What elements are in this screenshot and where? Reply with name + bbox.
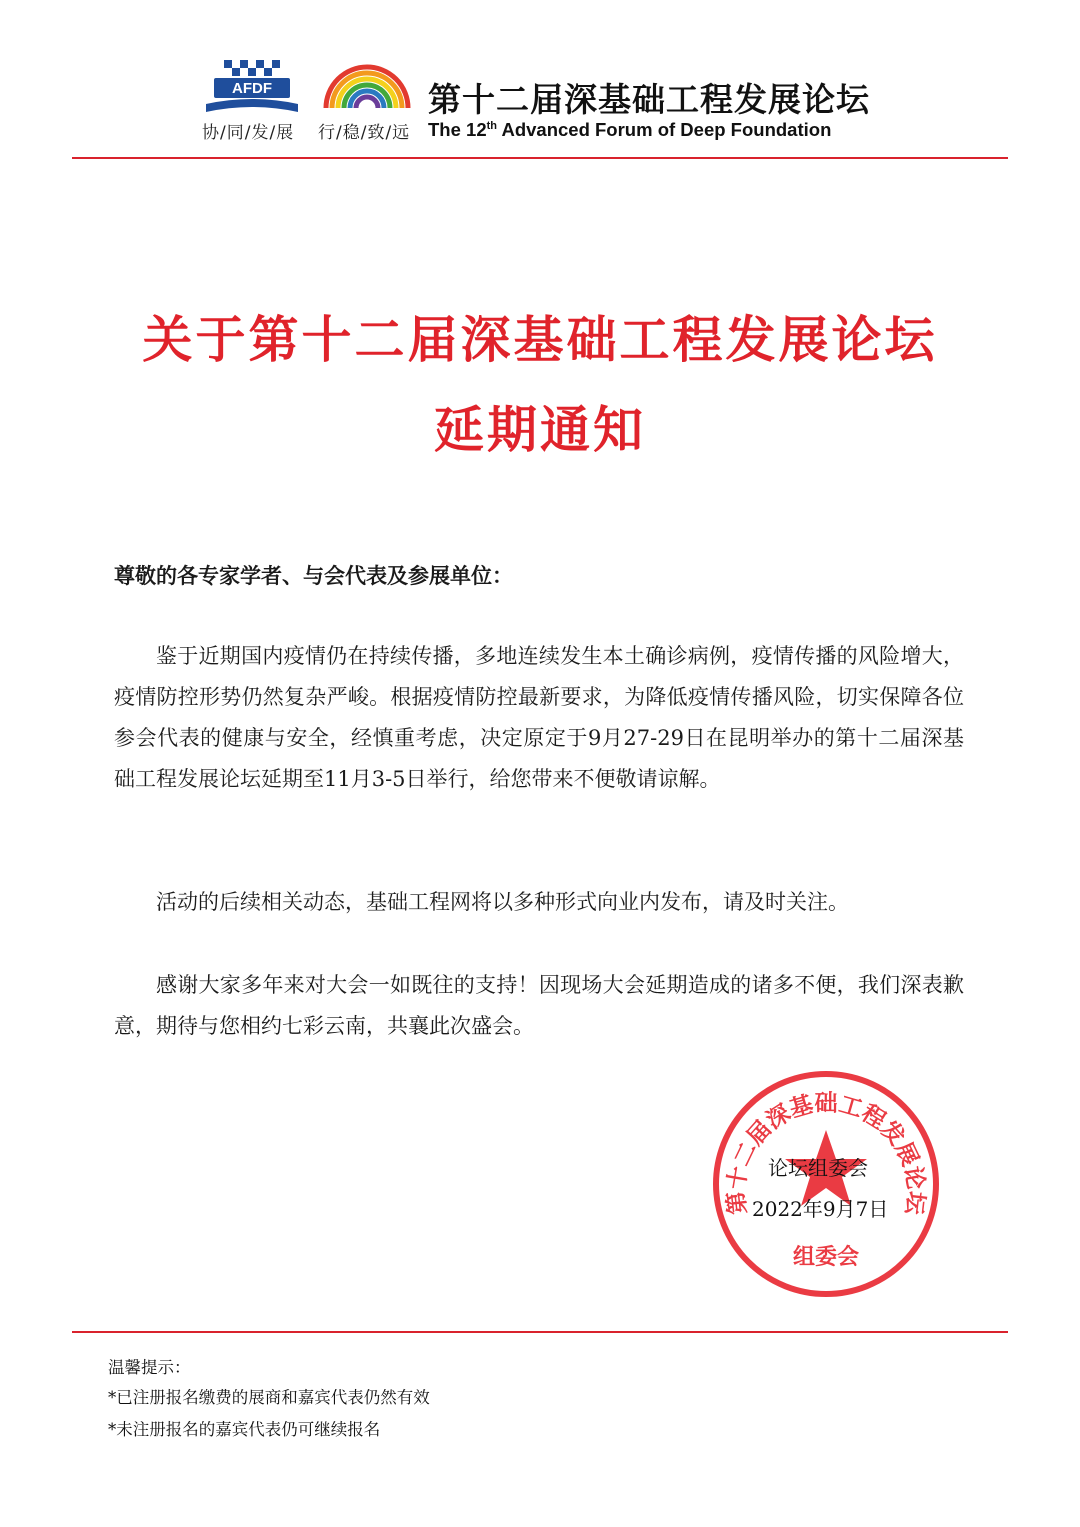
tip-item: *已注册报名缴费的展商和嘉宾代表仍然有效 <box>108 1388 430 1407</box>
afdf-logo-icon <box>204 58 300 118</box>
afdf-motto: 协/同/发/展 <box>202 123 295 143</box>
signature-date: 2022年9月7日 <box>752 1197 889 1221</box>
notice-title-line2: 延期通知 <box>434 400 646 459</box>
footer-divider <box>72 1331 1008 1333</box>
forum-name-en-sup: th <box>486 119 497 132</box>
signature-organization: 论坛组委会 <box>768 1156 868 1180</box>
salutation: 尊敬的各专家学者、与会代表及参展单位： <box>114 563 513 588</box>
seal-ring-text: 第十二届深基础工程发展论坛 <box>722 1089 930 1216</box>
body-paragraph-3: 感谢大家多年来对大会一如既往的支持！因现场大会延期造成的诸多不便，我们深表歉意，期待与您相约七彩云南，共襄此次盛会。 <box>114 973 964 1038</box>
forum-name-cn: 第十二届深基础工程发展论坛 <box>428 80 870 119</box>
header-divider <box>72 157 1008 159</box>
letterhead <box>0 0 1080 160</box>
tip-item: *未注册报名的嘉宾代表仍可继续报名 <box>108 1420 381 1439</box>
seal-bottom-text: 组委会 <box>792 1244 860 1270</box>
tips-heading: 温馨提示： <box>108 1358 191 1377</box>
forum-name-en-suffix: Advanced Forum of Deep Foundation <box>497 119 832 140</box>
notice-title-line1: 关于第十二届深基础工程发展论坛 <box>142 310 938 369</box>
forum-name-en <box>428 119 831 141</box>
body-paragraph-1: 鉴于近期国内疫情仍在持续传播，多地连续发生本土确诊病例，疫情传播的风险增大，疫情防控形势仍然复杂严峻。根据疫情防控最新要求，为降低疫情传播风险，切实保障各位参会代表的健康与安全，经慎重考虑，决定原定于9月27-29日在昆明举办的第十二届深基础工程发展论坛延期至11月3-5日举行，给您带来不便敬请谅解。 <box>114 644 964 791</box>
afdf-logo-text: AFDF <box>232 80 272 97</box>
forum-name-en-prefix: The 12 <box>428 119 487 140</box>
body-paragraph-2: 活动的后续相关动态，基础工程网将以多种形式向业内发布，请及时关注。 <box>156 890 849 914</box>
rainbow-motto: 行/稳/致/远 <box>318 123 411 143</box>
official-seal-icon <box>710 1068 942 1300</box>
rainbow-logo-icon <box>320 58 414 114</box>
